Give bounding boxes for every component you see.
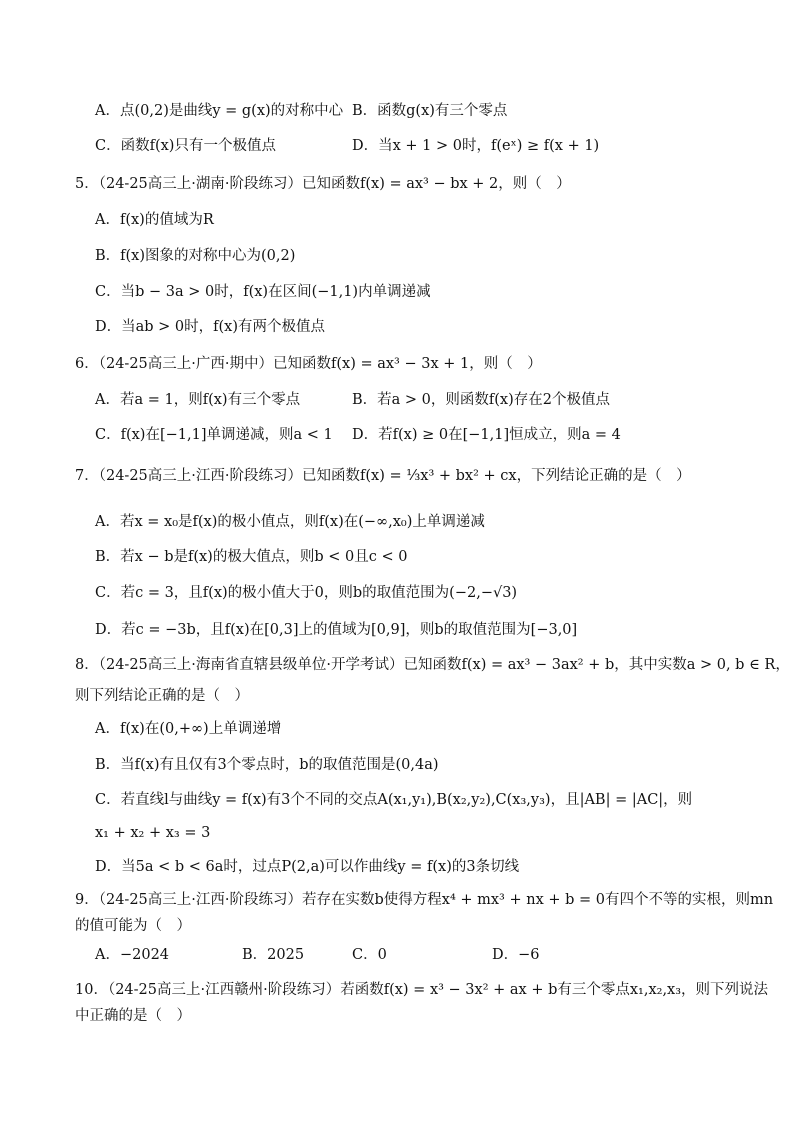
q7-option-d: D．若c = −3b，且f(x)在[0,3]上的值域为[0,9]，则b的取值范围为[−3,0]	[95, 622, 578, 638]
q4-option-d: D．当x + 1 > 0时，f(eˣ) ≥ f(x + 1)	[352, 138, 600, 154]
q9-stem-line2: 的值可能为（ ）	[75, 918, 191, 934]
q7-option-c: C．若c = 3，且f(x)的极小值大于0，则b的取值范围为(−2,−√3)	[95, 585, 518, 601]
q10-stem-line2: 中正确的是（ ）	[75, 1008, 191, 1024]
q6-option-d: D．若f(x) ≥ 0在[−1,1]恒成立，则a = 4	[352, 427, 621, 443]
q7-stem: 7．（24-25高三上·江西·阶段练习）已知函数f(x) = ⅓x³ + bx² + cx，下列结论正确的是（ ）	[75, 468, 691, 484]
q9-stem-line1: 9．（24-25高三上·江西·阶段练习）若存在实数b使得方程x⁴ + mx³ + nx + b = 0有四个不等的实根，则mn	[75, 892, 774, 908]
q7-option-b: B．若x − b是f(x)的极大值点，则b < 0且c < 0	[95, 549, 408, 565]
q6-option-a: A．若a = 1，则f(x)有三个零点	[95, 392, 301, 408]
q7-option-a: A．若x = x₀是f(x)的极小值点，则f(x)在(−∞,x₀)上单调递减	[95, 514, 485, 530]
q8-option-c-line2: x₁ + x₂ + x₃ = 3	[95, 825, 211, 841]
q5-option-b: B．f(x)图象的对称中心为(0,2)	[95, 248, 296, 264]
q9-option-d: D．−6	[492, 947, 540, 963]
q8-option-c-line1: C．若直线l与曲线y = f(x)有3个不同的交点A(x₁,y₁),B(x₂,y₂),C(x₃,y₃)，且|AB| = |AC|，则	[95, 792, 693, 808]
q6-option-b: B．若a > 0，则函数f(x)存在2个极值点	[352, 392, 610, 408]
q6-option-c: C．f(x)在[−1,1]单调递减，则a < 1	[95, 427, 333, 443]
q4-option-c: C．函数f(x)只有一个极值点	[95, 138, 276, 154]
q8-option-b: B．当f(x)有且仅有3个零点时，b的取值范围是(0,4a)	[95, 757, 439, 773]
q5-option-c: C．当b − 3a > 0时，f(x)在区间(−1,1)内单调递减	[95, 284, 431, 300]
q9-option-b: B．2025	[242, 947, 305, 963]
q8-stem-line1: 8．（24-25高三上·海南省直辖县级单位·开学考试）已知函数f(x) = ax³ − 3ax² + b，其中实数a > 0, b ∈ R，	[75, 657, 790, 673]
q10-stem-line1: 10．（24-25高三上·江西赣州·阶段练习）若函数f(x) = x³ − 3x² + ax + b有三个零点x₁,x₂,x₃，则下列说法	[75, 982, 769, 998]
q4-option-a: A．点(0,2)是曲线y = g(x)的对称中心	[95, 103, 344, 119]
q9-option-c: C．0	[352, 947, 387, 963]
q8-option-d: D．当5a < b < 6a时，过点P(2,a)可以作曲线y = f(x)的3条切线	[95, 859, 520, 875]
q6-stem: 6．（24-25高三上·广西·期中）已知函数f(x) = ax³ − 3x + 1，则（ ）	[75, 356, 542, 372]
q4-option-b: B．函数g(x)有三个零点	[352, 103, 508, 119]
q8-stem-line2: 则下列结论正确的是（ ）	[75, 688, 249, 704]
q9-option-a: A．−2024	[95, 947, 170, 963]
q8-option-a: A．f(x)在(0,+∞)上单调递增	[95, 721, 282, 737]
q5-option-d: D．当ab > 0时，f(x)有两个极值点	[95, 319, 326, 335]
q5-option-a: A．f(x)的值域为R	[95, 212, 214, 228]
q5-stem: 5．（24-25高三上·湖南·阶段练习）已知函数f(x) = ax³ − bx + 2，则（ ）	[75, 176, 571, 192]
